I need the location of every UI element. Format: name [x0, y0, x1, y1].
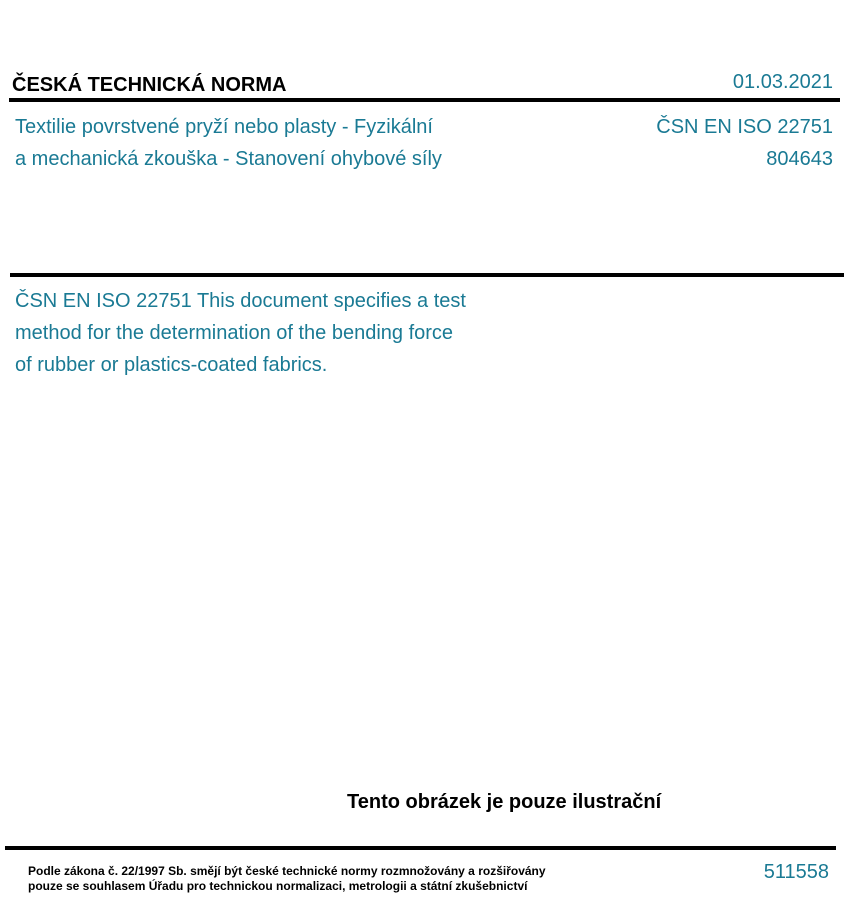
norm-heading: ČESKÁ TECHNICKÁ NORMA [12, 74, 287, 96]
legal-notice-line-1: Podle zákona č. 22/1997 Sb. smějí být české technické normy rozmnožovány a rozšiřovány [28, 864, 546, 878]
bottom-divider [5, 846, 836, 850]
middle-divider [10, 273, 844, 277]
standard-code: ČSN EN ISO 22751 [656, 116, 833, 138]
illustration-note: Tento obrázek je pouze ilustrační [347, 791, 662, 813]
standard-title-line-2: a mechanická zkouška - Stanovení ohybové síly [15, 148, 442, 170]
description-line-1: ČSN EN ISO 22751 This document specifies a test [15, 290, 466, 312]
description-line-3: of rubber or plastics-coated fabrics. [15, 354, 328, 376]
description-line-2: method for the determination of the bending force [15, 322, 454, 344]
footer-document-number: 511558 [763, 861, 829, 883]
legal-notice-line-2: pouze se souhlasem Úřadu pro technickou normalizaci, metrologii a státní zkušebnictví [28, 879, 528, 893]
standard-title-line-1: Textilie povrstvené pryží nebo plasty - Fyzikální [15, 116, 433, 138]
standard-number: 804643 [766, 148, 833, 170]
publication-date: 01.03.2021 [732, 71, 833, 93]
top-divider [9, 98, 840, 102]
